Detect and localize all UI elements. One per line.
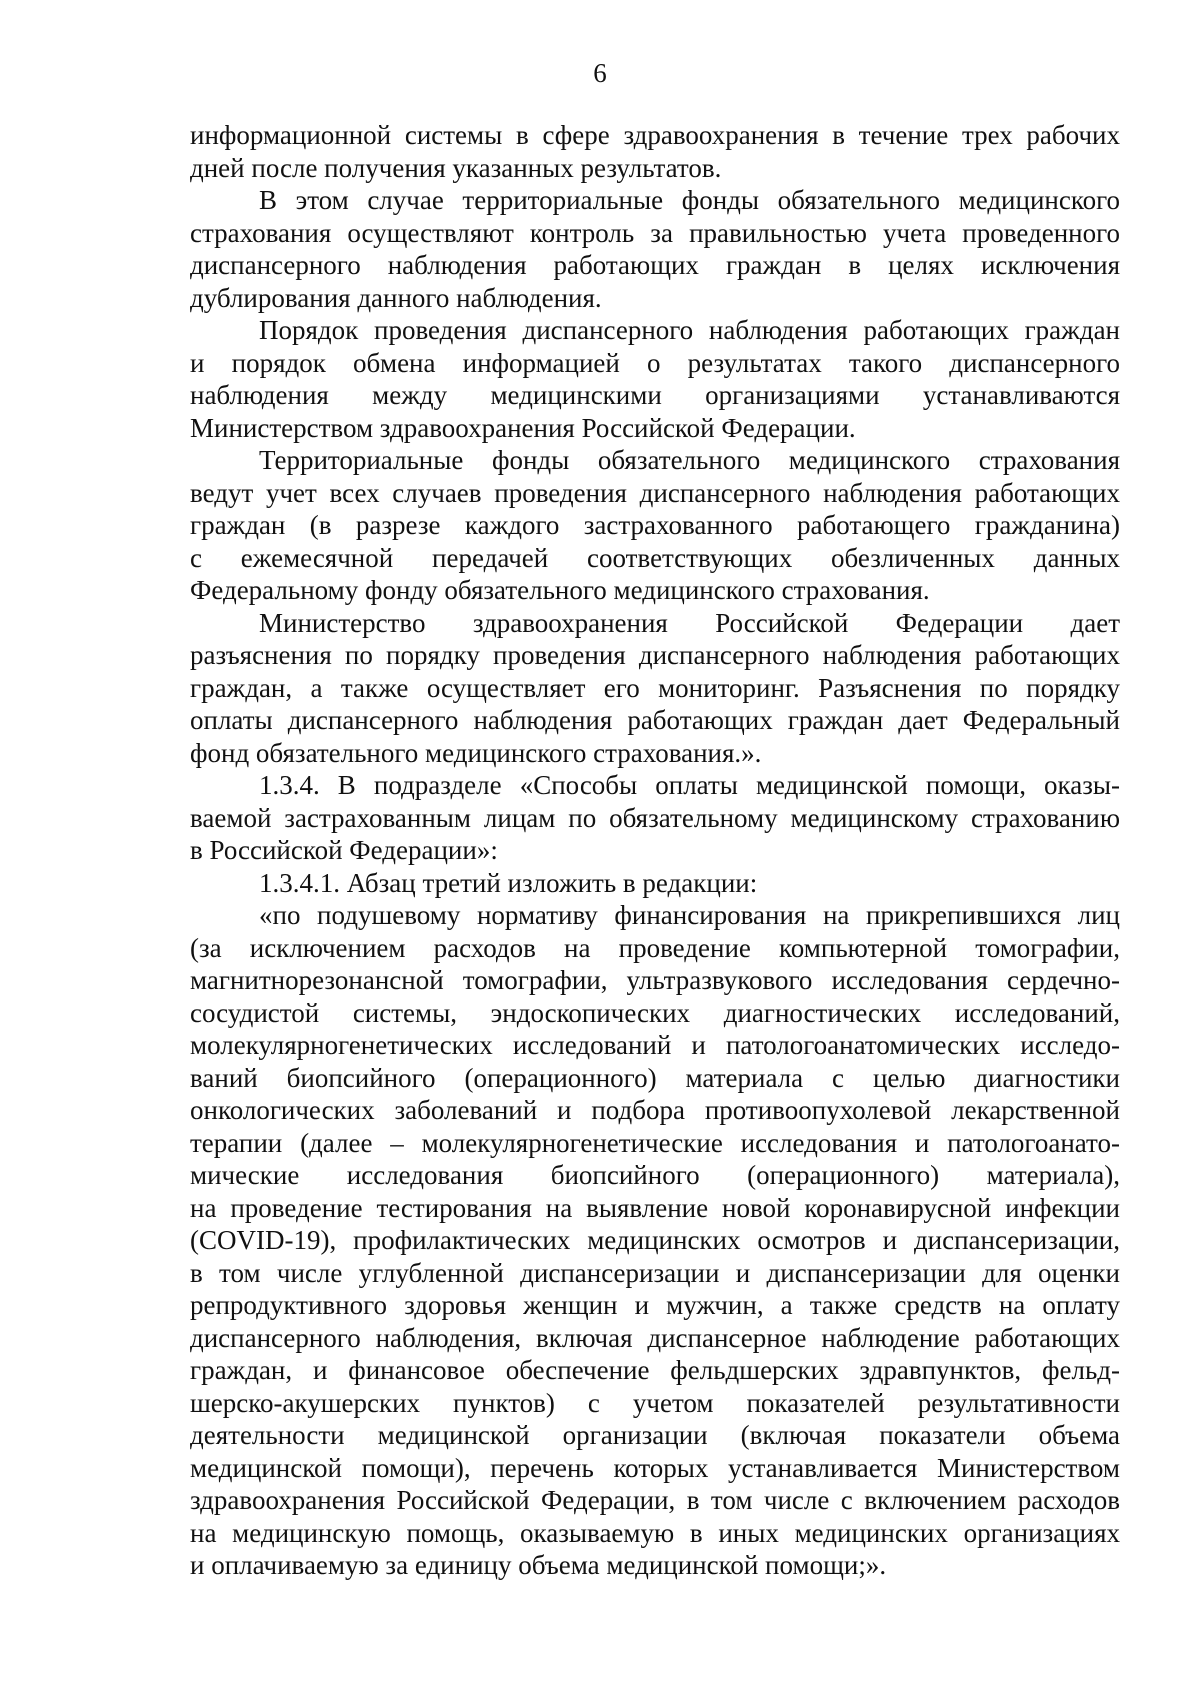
- page-number: 6: [593, 58, 607, 88]
- text-line: 1.3.4.1. Абзац третий изложить в редакции:: [259, 867, 758, 898]
- text-line: здравоохранения Российской Федерации, в том числе с включением расходов: [190, 1485, 1120, 1515]
- paragraph: [190, 119, 1120, 184]
- text-line: граждан (в разрезе каждого застрахованного работающего гражданина): [190, 510, 1120, 540]
- text-line: (за исключением расходов на проведение компьютерной томографии,: [190, 932, 1120, 963]
- text-line: «по подушевому нормативу финансирования на прикрепившихся лиц: [259, 900, 1120, 930]
- text-line: оплаты диспансерного наблюдения работающих граждан дает Федеральный: [190, 705, 1120, 735]
- text-line: 1.3.4. В подразделе «Способы оплаты медицинской помощи, оказы-: [259, 770, 1120, 800]
- text-line: медицинской помощи), перечень которых устанавливается Министерством: [190, 1452, 1120, 1483]
- text-line: молекулярногенетических исследований и патологоанатомических исследо-: [190, 1030, 1120, 1060]
- text-line: Федеральному фонду обязательного медицинского страхования.: [190, 575, 930, 605]
- text-line: разъяснения по порядку проведения диспансерного наблюдения работающих: [190, 640, 1120, 670]
- text-line: дней после получения указанных результатов.: [190, 152, 722, 183]
- text-line: в Российской Федерации»:: [190, 835, 498, 865]
- text-line: страхования осуществляют контроль за правильностью учета проведенного: [190, 217, 1120, 248]
- text-line: В этом случае территориальные фонды обязательного медицинского: [259, 185, 1120, 215]
- text-line: с ежемесячной передачей соответствующих обезличенных данных: [190, 542, 1120, 573]
- text-line: мические исследования биопсийного (операционного) материала),: [190, 1160, 1120, 1190]
- text-line: Министерство здравоохранения Российской Федерации дает: [259, 607, 1120, 638]
- text-line: диспансерного наблюдения, включая диспансерное наблюдение работающих: [190, 1322, 1120, 1353]
- text-line: и оплачиваемую за единицу объема медицинской помощи;».: [190, 1550, 887, 1580]
- text-line: диспансерного наблюдения работающих граждан в целях исключения: [190, 250, 1120, 280]
- text-line: сосудистой системы, эндоскопических диагностических исследований,: [190, 997, 1120, 1028]
- paragraph: [190, 444, 1120, 607]
- text-line: информационной системы в сфере здравоохранения в течение трех рабочих: [190, 120, 1120, 150]
- text-line: ваемой застрахованным лицам по обязательному медицинскому страхованию: [190, 802, 1120, 833]
- text-line: граждан, и финансовое обеспечение фельдшерских здравпунктов, фельд-: [190, 1355, 1120, 1385]
- paragraph: [190, 314, 1120, 444]
- text-line: онкологических заболеваний и подбора противоопухолевой лекарственной: [190, 1095, 1120, 1125]
- text-line: в том числе углубленной диспансеризации и диспансеризации для оценки: [190, 1257, 1120, 1288]
- text-line: ведут учет всех случаев проведения диспансерного наблюдения работающих: [190, 477, 1120, 508]
- text-line: Министерством здравоохранения Российской Федерации.: [190, 412, 856, 443]
- text-line: шерско-акушерских пунктов) с учетом показателей результативности: [190, 1387, 1120, 1418]
- text-line: деятельности медицинской организации (включая показатели объема: [190, 1420, 1120, 1450]
- text-line: на медицинскую помощь, оказываемую в иных медицинских организациях: [190, 1517, 1120, 1548]
- paragraph: [190, 899, 1120, 1582]
- text-line: ваний биопсийного (операционного) материала с целью диагностики: [190, 1062, 1120, 1093]
- text-line: терапии (далее – молекулярногенетические исследования и патологоанато-: [190, 1127, 1120, 1158]
- text-line: репродуктивного здоровья женщин и мужчин, а также средств на оплату: [190, 1290, 1120, 1320]
- text-line: магнитнорезонансной томографии, ультразвукового исследования сердечно-: [190, 965, 1120, 995]
- paragraph: [190, 607, 1120, 770]
- text-line: наблюдения между медицинскими организациями устанавливаются: [190, 380, 1120, 410]
- document-body: [190, 119, 1120, 1582]
- text-line: на проведение тестирования на выявление новой коронавирусной инфекции: [190, 1192, 1120, 1223]
- text-line: (COVID-19), профилактических медицинских осмотров и диспансеризации,: [190, 1225, 1120, 1255]
- text-line: Территориальные фонды обязательного медицинского страхования: [259, 445, 1120, 475]
- paragraph: [190, 769, 1120, 867]
- text-line: граждан, а также осуществляет его мониторинг. Разъяснения по порядку: [190, 672, 1120, 703]
- text-line: дублирования данного наблюдения.: [190, 282, 602, 313]
- paragraph: [190, 184, 1120, 314]
- text-line: и порядок обмена информацией о результатах такого диспансерного: [190, 347, 1120, 378]
- text-line: Порядок проведения диспансерного наблюдения работающих граждан: [259, 315, 1120, 345]
- text-line: фонд обязательного медицинского страхования.».: [190, 737, 762, 768]
- paragraph: [190, 867, 1120, 900]
